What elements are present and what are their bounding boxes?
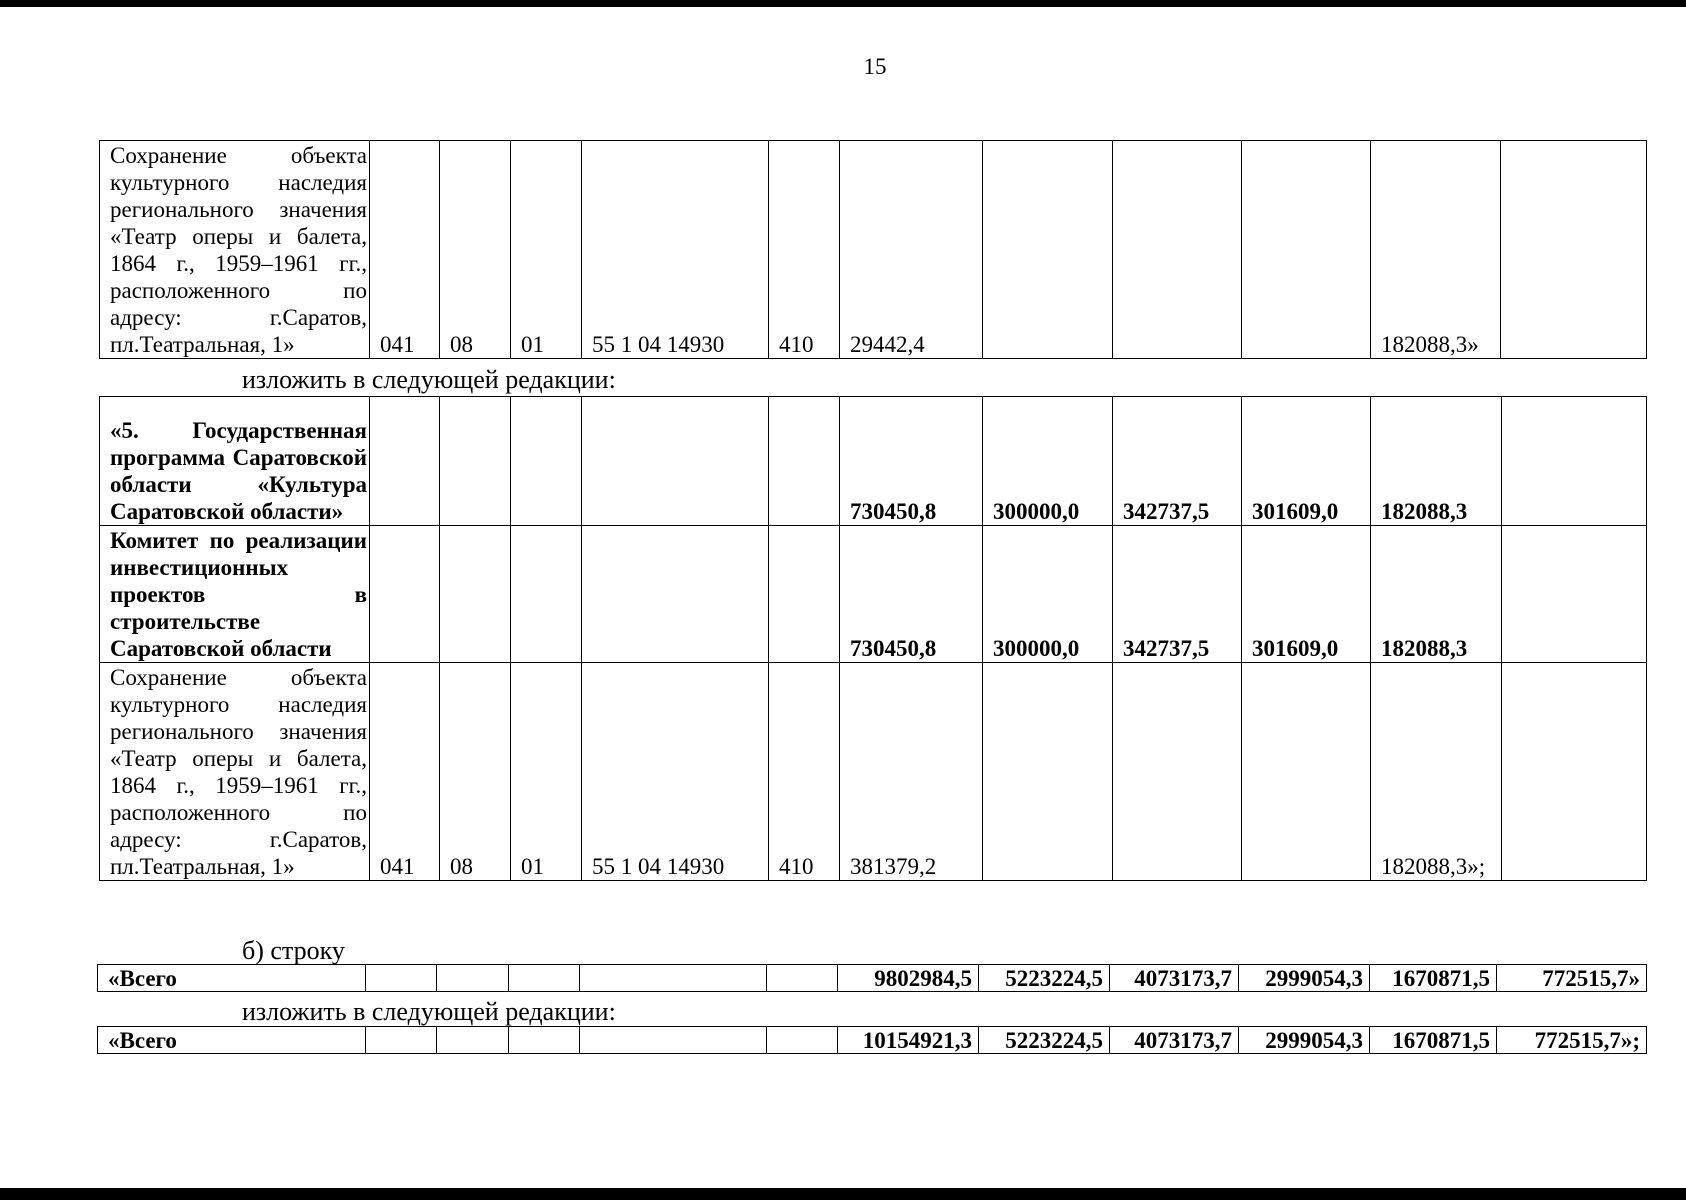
table-cell <box>509 1027 580 1054</box>
total-old-body <box>98 965 1647 992</box>
table-cell <box>1502 663 1647 881</box>
table-cell: 1670871,5 <box>1370 1027 1497 1054</box>
table-cell: 772515,7»; <box>1497 1027 1647 1054</box>
table-cell: 381379,2 <box>840 663 983 881</box>
table-cell <box>580 1027 767 1054</box>
row-description: «5. Государственная программа Саратовской области «Культура Саратовской области» <box>100 397 370 526</box>
table-cell <box>1113 663 1242 881</box>
table-cell <box>983 663 1113 881</box>
row-description: Сохранение объекта культурного наследия регионального значения «Театр оперы и балета, 1864 г., 1959–1961 гг., расположенного по адресу: г.Саратов, пл.Театральная, 1» <box>100 663 370 881</box>
table-cell <box>511 397 582 526</box>
table-cell: 2999054,3 <box>1239 965 1370 992</box>
table-cell: 01 <box>511 141 582 359</box>
table-cell: 182088,3 <box>1371 526 1502 663</box>
table-cell: 08 <box>440 141 511 359</box>
table-cell: 9802984,5 <box>838 965 979 992</box>
old-table-row <box>100 141 1647 359</box>
table-cell: 182088,3 <box>1371 397 1502 526</box>
table-cell: 410 <box>769 663 840 881</box>
table-cell: 342737,5 <box>1113 397 1242 526</box>
table-cell <box>1242 141 1371 359</box>
table-cell <box>1502 526 1647 663</box>
table-cell: 4073173,7 <box>1110 1027 1239 1054</box>
scan-top-edge <box>0 0 1686 7</box>
new-rows-table <box>99 396 1647 881</box>
new-table-row <box>100 526 1647 663</box>
row-description: Сохранение объекта культурного наследия регионального значения «Театр оперы и балета, 1864 г., 1959–1961 гг., расположенного по адресу: г.Саратов, пл.Театральная, 1» <box>100 141 370 359</box>
table-cell: 301609,0 <box>1242 397 1371 526</box>
total-old-row <box>98 965 1647 992</box>
table-cell <box>983 141 1113 359</box>
table-cell <box>582 526 769 663</box>
table-cell: 5223224,5 <box>979 1027 1110 1054</box>
table-cell: 041 <box>370 663 440 881</box>
table-cell: 301609,0 <box>1242 526 1371 663</box>
row-description: Комитет по реализации инвестиционных проектов в строительстве Саратовской области <box>100 526 370 663</box>
table-cell <box>366 1027 437 1054</box>
table-cell: 10154921,3 <box>838 1027 979 1054</box>
instruction-line-b: б) строку <box>242 936 345 965</box>
table-cell: 182088,3» <box>1371 141 1501 359</box>
table-cell: 772515,7» <box>1497 965 1647 992</box>
table-cell: 410 <box>769 141 840 359</box>
table-cell: 4073173,7 <box>1110 965 1239 992</box>
total-old-table <box>97 964 1647 992</box>
table-cell: 55 1 04 14930 <box>582 141 769 359</box>
table-cell <box>769 526 840 663</box>
table-cell <box>370 526 440 663</box>
table-cell <box>440 526 511 663</box>
table-cell: 730450,8 <box>840 526 983 663</box>
new-rows-body <box>100 397 1647 881</box>
table-cell: 55 1 04 14930 <box>582 663 769 881</box>
new-table-row <box>100 397 1647 526</box>
table-cell <box>1502 397 1647 526</box>
table-cell: 29442,4 <box>840 141 983 359</box>
table-cell <box>767 965 838 992</box>
total-new-body <box>98 1027 1647 1054</box>
old-row-body <box>100 141 1647 359</box>
table-cell <box>370 397 440 526</box>
table-cell <box>1501 141 1647 359</box>
table-cell: 5223224,5 <box>979 965 1110 992</box>
table-cell: 300000,0 <box>983 526 1113 663</box>
table-cell: 08 <box>440 663 511 881</box>
table-cell <box>440 397 511 526</box>
instruction-replace-1: изложить в следующей редакции: <box>242 365 616 394</box>
total-label: «Всего <box>98 1027 366 1054</box>
table-cell <box>509 965 580 992</box>
table-cell: 182088,3»; <box>1371 663 1502 881</box>
table-cell: 342737,5 <box>1113 526 1242 663</box>
table-cell <box>580 965 767 992</box>
table-cell: 300000,0 <box>983 397 1113 526</box>
table-cell: 2999054,3 <box>1239 1027 1370 1054</box>
page-number: 15 <box>863 54 887 79</box>
table-cell: 01 <box>511 663 582 881</box>
total-new-table <box>97 1026 1647 1054</box>
table-cell: 041 <box>370 141 440 359</box>
table-cell <box>767 1027 838 1054</box>
instruction-replace-2: изложить в следующей редакции: <box>242 997 616 1026</box>
table-cell <box>769 397 840 526</box>
table-cell <box>1113 141 1242 359</box>
table-cell <box>437 965 509 992</box>
table-cell <box>437 1027 509 1054</box>
table-cell: 730450,8 <box>840 397 983 526</box>
table-cell <box>511 526 582 663</box>
total-new-row <box>98 1027 1647 1054</box>
table-cell <box>366 965 437 992</box>
table-cell <box>1242 663 1371 881</box>
table-cell <box>582 397 769 526</box>
scan-bottom-edge <box>0 1188 1686 1200</box>
table-cell: 1670871,5 <box>1370 965 1497 992</box>
total-label: «Всего <box>98 965 366 992</box>
old-row-table <box>99 140 1647 359</box>
new-table-row <box>100 663 1647 881</box>
